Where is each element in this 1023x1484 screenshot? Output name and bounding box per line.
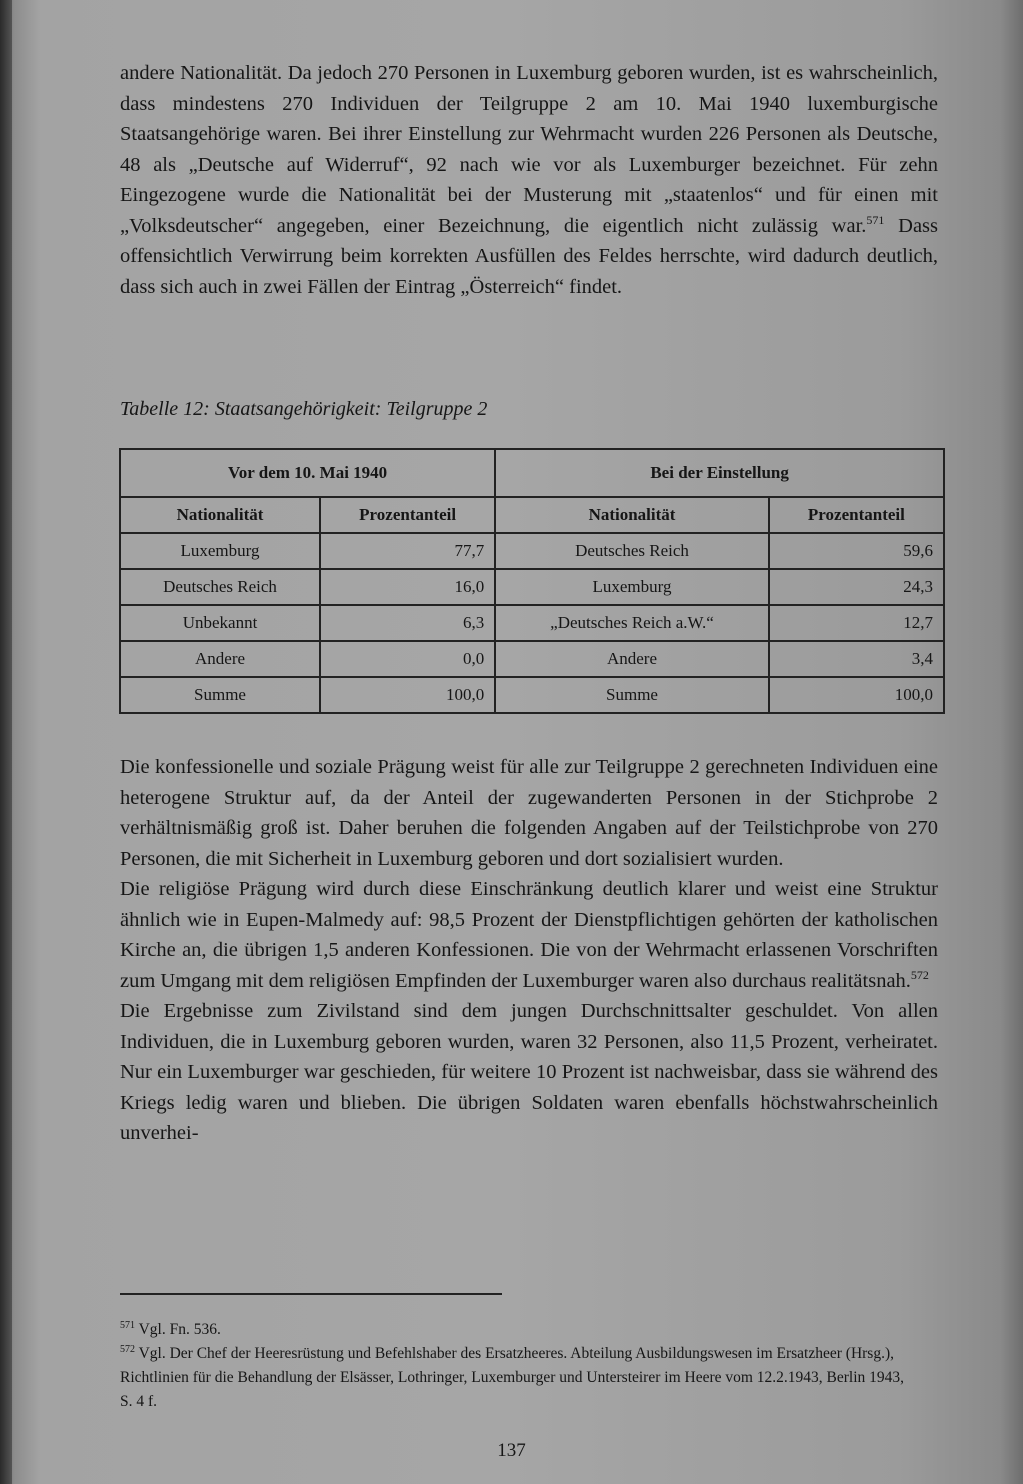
- footnote-ref-572: 572: [910, 967, 929, 982]
- table-caption: Tabelle 12: Staatsangehörigkeit: Teilgruppe 2: [120, 398, 488, 420]
- column-header-percent: Prozentanteil: [320, 497, 495, 533]
- paragraph-3: Die religiöse Prägung wird durch diese Einschränkung deutlich klarer und weist eine Struktur ähnlich wie in Eupen-Malmedy auf: 98,5 Prozent der Dienstpflichtigen gehörten der katholischen Kirche an, die übrigen 1,5 anderen Konfessionen. Die von der Wehrmacht erlassenen Vorschriften zum Umgang mit dem religiösen Empfinden der Luxemburger waren also durchaus realitätsnah.$^{572}$: [120, 878, 938, 992]
- table-column-header-row: [120, 497, 944, 533]
- body-text-bottom: [120, 752, 938, 1149]
- cell-nationality: Andere: [495, 641, 769, 677]
- body-text-top: [120, 58, 938, 302]
- cell-percent: 16,0: [320, 569, 495, 605]
- cell-nationality: Unbekannt: [120, 605, 320, 641]
- cell-percent: 12,7: [769, 605, 944, 641]
- footnote-571: $^{571}$ Vgl. Fn. 536.: [120, 1319, 221, 1338]
- column-header-percent: Prozentanteil: [769, 497, 944, 533]
- paragraph-2: Die konfessionelle und soziale Prägung weist für alle zur Teilgruppe 2 gerechneten Individuen eine heterogene Struktur auf, da der Anteil der zugewanderten Personen in der Stichprobe 2 verhältnismäßig groß ist. Daher beruhen die folgenden Angaben auf der Teilstichprobe von 270 Personen, die mit Sicherheit in Luxemburg geboren und dort sozialisiert wurden.: [120, 756, 938, 870]
- column-header-nationality: Nationalität: [495, 497, 769, 533]
- group-header-before: Vor dem 10. Mai 1940: [120, 449, 495, 497]
- paragraph-1: andere Nationalität. Da jedoch 270 Personen in Luxemburg geboren wurden, ist es wahrscheinlich, dass mindestens 270 Individuen der Teilgruppe 2 am 10. Mai 1940 luxemburgische Staatsangehörige waren. Bei ihrer Einstellung zur Wehrmacht wurden 226 Personen als Deutsche, 48 als „Deutsche auf Widerruf“, 92 nach wie vor als Luxemburger bezeichnet. Für zehn Eingezogene wurde die Nationalität bei der Musterung mit „staatenlos“ und für einen mit „Volksdeutscher“ angegeben, einer Bezeichnung, die eigentlich nicht zulässig war.$^{571}$ Dass offensichtlich Verwirrung beim korrekten Ausfüllen des Feldes herrschte, wird dadurch deutlich, dass sich auch in zwei Fällen der Eintrag „Österreich“ findet.: [120, 62, 939, 298]
- footnote-572: $^{572}$ Vgl. Der Chef der Heeresrüstung und Befehlshaber des Ersatzheeres. Abteilung Ausbildungswesen im Ersatzheer (Hrsg.), Richtlinien für die Behandlung der Elsässer, Lothringer, Luxemburger und Untersteirer im Heere vom 12.2.1943, Berlin 1943, S. 4 f.: [120, 1343, 905, 1410]
- footnote-separator: [120, 1293, 502, 1295]
- nationality-table: [119, 448, 945, 714]
- table-row: [120, 605, 944, 641]
- table-row: [120, 569, 944, 605]
- cell-nationality: Summe: [495, 677, 769, 713]
- table-group-header-row: [120, 449, 944, 497]
- page-number: 137: [497, 1440, 526, 1461]
- footnote-ref-571: 571: [866, 212, 885, 227]
- cell-nationality: Luxemburg: [495, 569, 769, 605]
- cell-percent: 100,0: [769, 677, 944, 713]
- cell-percent: 6,3: [320, 605, 495, 641]
- group-header-hiring: Bei der Einstellung: [495, 449, 944, 497]
- cell-nationality: Andere: [120, 641, 320, 677]
- cell-percent: 3,4: [769, 641, 944, 677]
- table-row: [120, 641, 944, 677]
- cell-percent: 24,3: [769, 569, 944, 605]
- book-spine-shadow: [0, 0, 12, 1484]
- cell-percent: 0,0: [320, 641, 495, 677]
- footnotes: [120, 1318, 920, 1414]
- cell-nationality: Summe: [120, 677, 320, 713]
- table-row-sum: [120, 677, 944, 713]
- cell-percent: 100,0: [320, 677, 495, 713]
- column-header-nationality: Nationalität: [120, 497, 320, 533]
- cell-percent: 59,6: [769, 533, 944, 569]
- cell-nationality: Luxemburg: [120, 533, 320, 569]
- cell-percent: 77,7: [320, 533, 495, 569]
- cell-nationality: Deutsches Reich: [495, 533, 769, 569]
- cell-nationality: Deutsches Reich: [120, 569, 320, 605]
- table-row: [120, 533, 944, 569]
- cell-nationality: „Deutsches Reich a.W.“: [495, 605, 769, 641]
- paragraph-4: Die Ergebnisse zum Zivilstand sind dem jungen Durchschnittsalter geschuldet. Von allen Individuen, die in Luxemburg geboren wurden, waren 32 Personen, also 11,5 Prozent, verheiratet. Nur ein Luxemburger war geschieden, für weitere 10 Prozent ist nachweisbar, dass sie während des Kriegs ledig waren und blieben. Die übrigen Soldaten waren ebenfalls höchstwahrscheinlich unverhei-: [120, 1000, 938, 1144]
